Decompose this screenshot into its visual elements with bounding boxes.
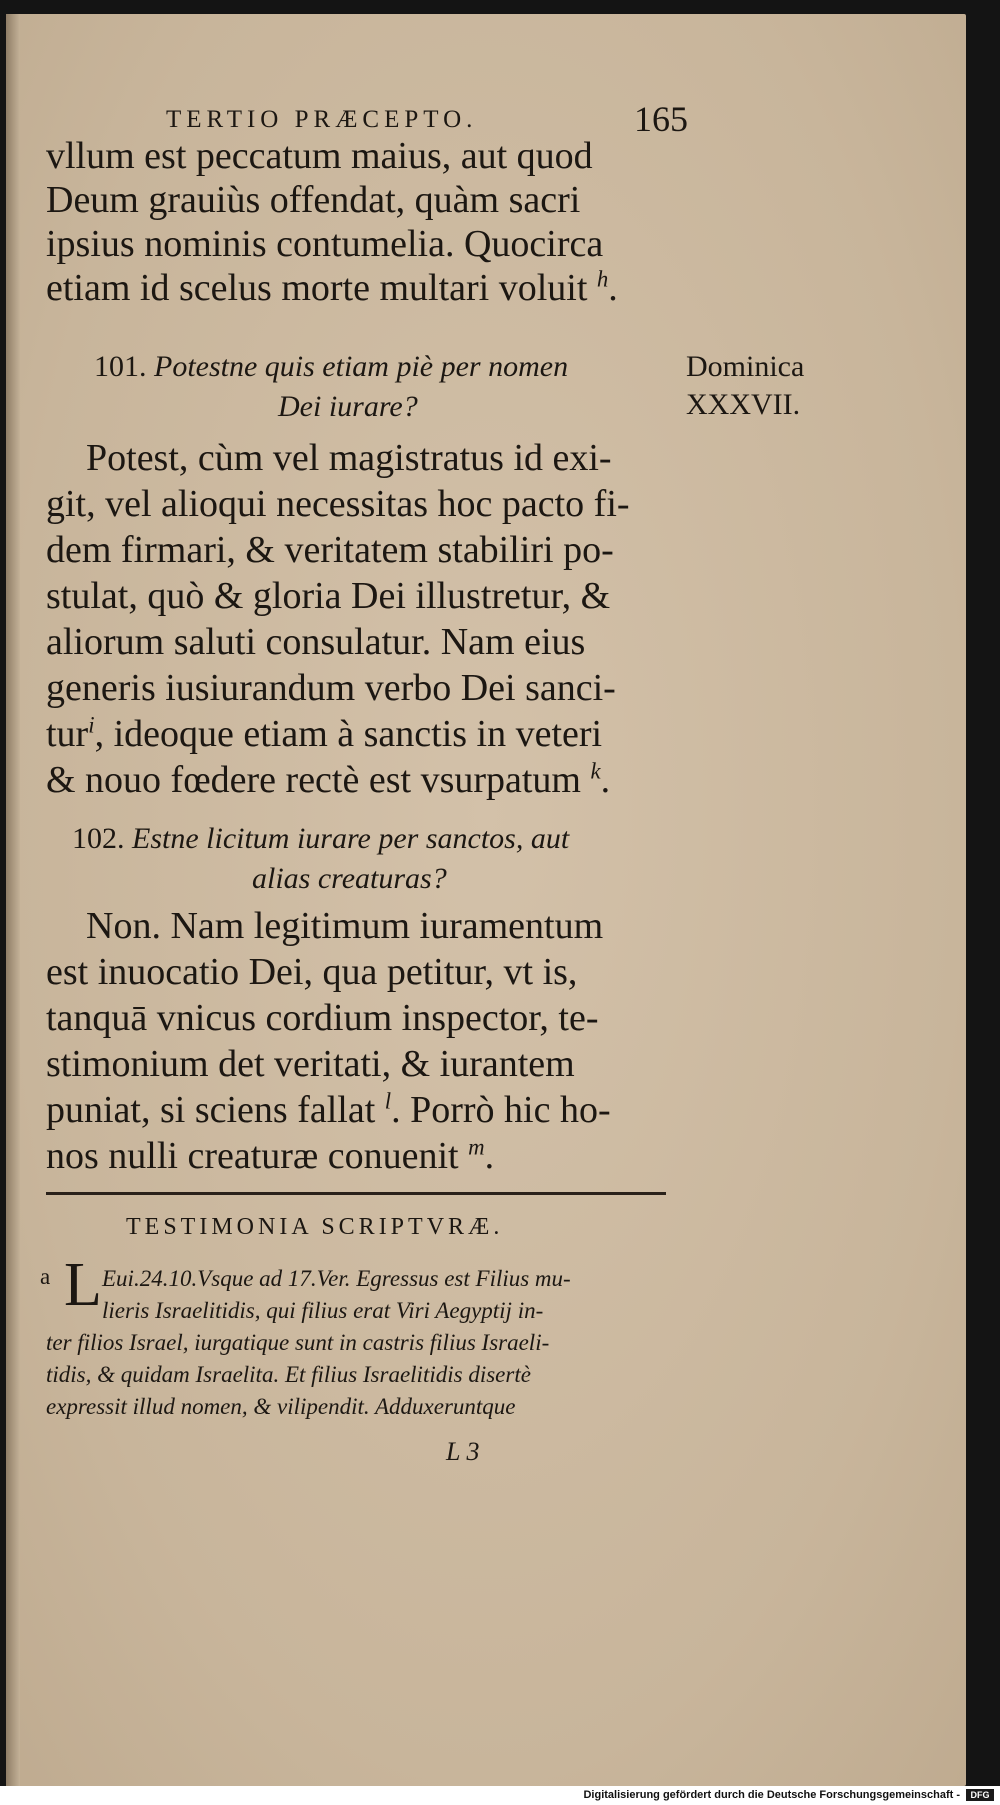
question-text: Potestne quis etiam piè per nomen bbox=[154, 350, 569, 383]
body-line: Potest, cùm vel magistratus id exi- bbox=[86, 437, 612, 479]
body-line: git, vel alioqui necessitas hoc pacto fi- bbox=[46, 483, 630, 525]
body-line: puniat, si sciens fallat $^l$. Porrò hic ho- bbox=[46, 1088, 611, 1131]
body-line: Non. Nam legitimum iuramentum bbox=[86, 905, 604, 947]
question-101-cont: Dei iurare? bbox=[278, 390, 418, 423]
footnote-line: ter filios Israel, iurgatique sunt in castris filius Israeli- bbox=[46, 1330, 550, 1355]
dfg-logo: DFG bbox=[966, 1789, 994, 1801]
footnote-letter: a bbox=[40, 1264, 51, 1289]
footnote-ref: l bbox=[384, 1088, 392, 1114]
margin-note-sunday: Dominica bbox=[686, 350, 805, 383]
body-line: & nouo fœdere rectè est vsurpatum $^k$. bbox=[46, 758, 611, 801]
body-text: & nouo fœdere rectè est vsurpatum bbox=[46, 759, 581, 801]
body-line: tanquā vnicus cordium inspector, te- bbox=[46, 997, 599, 1039]
body-text: Porrò hic ho- bbox=[410, 1089, 611, 1131]
body-line: dem firmari, & veritatem stabiliri po- bbox=[46, 529, 614, 571]
body-line: aliorum saluti consulatur. Nam eius bbox=[46, 621, 586, 663]
footer-credit: Digitalisierung gefördert durch die Deutsche Forschungsgemeinschaft - bbox=[583, 1789, 960, 1801]
body-line: tur$^i$, ideoque etiam à sanctis in veteri bbox=[46, 712, 603, 755]
footnote-line: tidis, & quidam Israelita. Et filius Israelitidis disertè bbox=[46, 1362, 531, 1387]
question-102 bbox=[72, 822, 569, 856]
question-102-cont: alias creaturas? bbox=[252, 862, 447, 895]
body-line: Deum grauiùs offendat, quàm sacri bbox=[46, 179, 581, 221]
body-line: stulat, quò & gloria Dei illustretur, & bbox=[46, 575, 611, 617]
question-text: Estne licitum iurare per sanctos, aut bbox=[132, 822, 570, 855]
body-line: nos nulli creaturæ conuenit $^m$. bbox=[46, 1134, 495, 1177]
body-line: est inuocatio Dei, qua petitur, vt is, bbox=[46, 951, 578, 993]
footnote-ref: i bbox=[88, 712, 95, 738]
signature-mark: L 3 bbox=[446, 1437, 480, 1466]
footnote-ref: h bbox=[596, 266, 609, 292]
footnote-line: lieris Israelitidis, qui filius erat Viri Aegyptij in- bbox=[102, 1298, 544, 1323]
body-text: puniat, si sciens fallat bbox=[46, 1089, 376, 1131]
body-line: ipsius nominis contumelia. Quocirca bbox=[46, 223, 604, 265]
testimonia-heading: TESTIMONIA SCRIPTVRÆ. bbox=[126, 1214, 504, 1240]
book-page bbox=[6, 14, 966, 1786]
body-line: generis iusiurandum verbo Dei sanci- bbox=[46, 667, 616, 709]
body-line: stimonium det veritati, & iurantem bbox=[46, 1043, 575, 1085]
footnote-line: expressit illud nomen, & vilipendit. Adduxeruntque bbox=[46, 1394, 516, 1419]
body-text: ideoque etiam à sanctis in veteri bbox=[113, 713, 603, 755]
question-101 bbox=[94, 350, 568, 384]
page-number: 165 bbox=[634, 99, 688, 139]
footnote-marker bbox=[40, 1264, 50, 1290]
question-number: 102. bbox=[72, 822, 125, 855]
margin-note-number: XXXVII. bbox=[686, 388, 801, 421]
body-line: vllum est peccatum maius, aut quod bbox=[46, 135, 593, 177]
question-number: 101. bbox=[94, 350, 147, 383]
body-text: nos nulli creaturæ conuenit bbox=[46, 1135, 459, 1177]
page-gutter bbox=[6, 14, 20, 1786]
section-rule bbox=[46, 1192, 666, 1195]
footnote-line: Eui.24.10.Vsque ad 17.Ver. Egressus est Filius mu- bbox=[102, 1266, 571, 1291]
body-line: etiam id scelus morte multari voluit $^h$. bbox=[46, 266, 618, 309]
running-head: TERTIO PRÆCEPTO. bbox=[166, 106, 478, 133]
footnote-ref: m bbox=[468, 1134, 485, 1160]
footnote-ref: k bbox=[590, 758, 601, 784]
body-text: tur bbox=[46, 713, 89, 755]
body-text: etiam id scelus morte multari voluit bbox=[46, 267, 588, 309]
dropcap-letter: L bbox=[64, 1251, 102, 1319]
